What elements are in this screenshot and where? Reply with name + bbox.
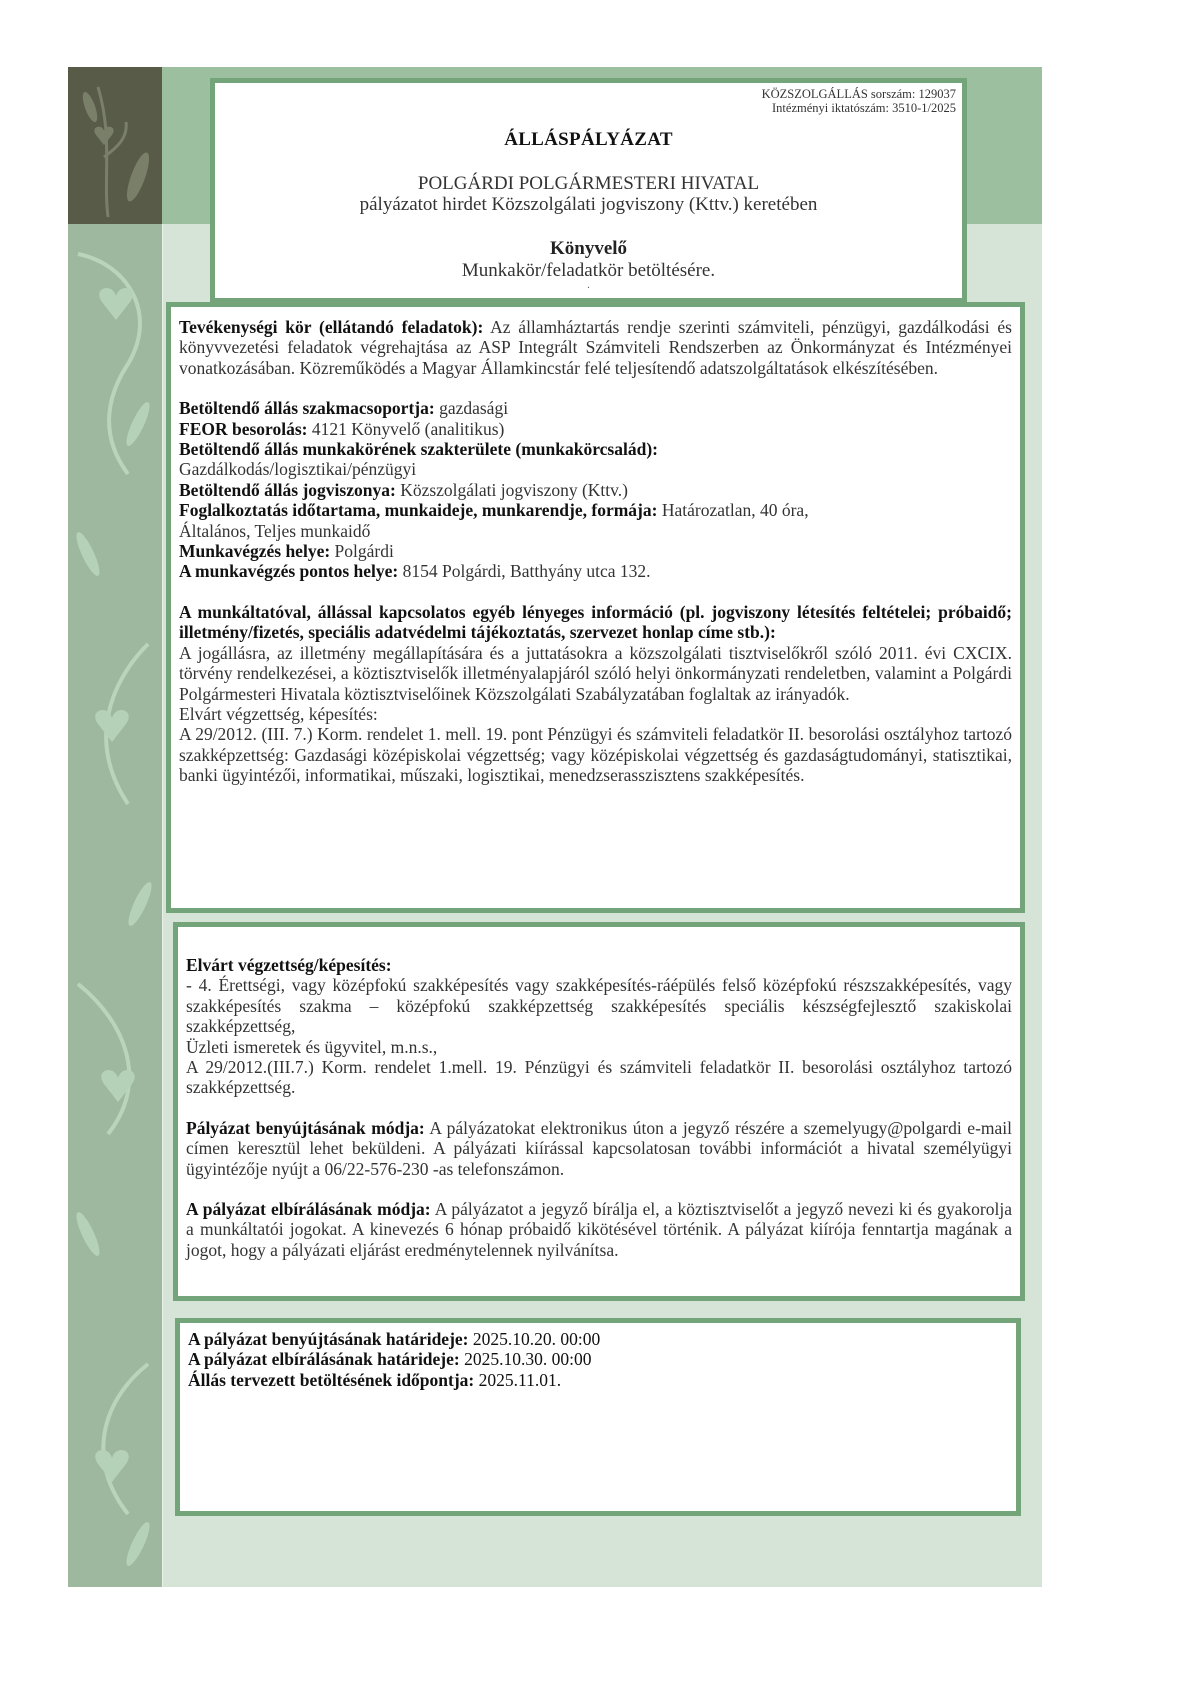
requirements-education-line: Üzleti ismeretek és ügyvitel, m.n.s., — [186, 1036, 438, 1057]
field-job-family-value: Gazdálkodás/logisztikai/pénzügyi — [179, 459, 417, 480]
deadlines-box — [175, 1318, 1021, 1516]
field-feor: FEOR besorolás: 4121 Könyvelő (analitikus) — [179, 418, 505, 439]
field-employment-terms: Foglalkoztatás időtartama, munkaideje, munkarendje, formája: Határozatlan, 40 óra, — [179, 500, 809, 521]
position-title: Könyvelő — [549, 238, 628, 259]
position-subtitle: Munkakör/feladatkör betöltésére. — [461, 260, 716, 281]
requirements-education-label: Elvárt végzettség/képesítés: — [186, 955, 392, 975]
evaluation-method: A pályázat elbírálásának módja: A pályázatot a jegyző bírálja el, a köztisztviselőt a jegyző nevezi ki és gyakorolja a munkáltatói jogokat. A kinevezés 6 hónap próbaidő kikötésével történik. A pályázat kiírója fenntartja magának a jogot, hogy a pályázati eljárást eredménytelennek nyilvánítsa. — [186, 1199, 1012, 1260]
activity-section — [179, 317, 1012, 378]
other-info-heading: A munkáltatóval, állással kapcsolatos egyéb lényeges információ (pl. jogviszony létesítés feltételei; próbaidő; illetmény/fizetés, speciális adatvédelmi tájékoztatás, szervezet honlap címe stb.): — [179, 601, 1012, 643]
field-employment-terms-cont: Általános, Teljes munkaidő — [179, 520, 371, 541]
deadline-evaluation: A pályázat elbírálásának határideje: 2025.10.30. 00:00 — [188, 1349, 592, 1370]
field-job-family: Betöltendő állás munkakörének szakterülete (munkakörcsalád): — [179, 439, 658, 460]
field-workplace: Munkavégzés helye: Polgárdi — [179, 541, 394, 562]
floral-pattern-icon — [68, 224, 162, 1587]
submission-method: Pályázat benyújtásának módja: A pályázatokat elektronikus úton a jegyző részére a szemelyugy@polgardi e-mail címen keresztül lehet beküldeni. A pályázati kiírással kapcsolatosan további információt a hivatal személyügyi ügyintézője nyújt a 06/22-576-230 -as telefonszámon. — [186, 1117, 1013, 1179]
requirements-education-line: A 29/2012.(III.7.) Korm. rendelet 1.mell. 19. Pénzügyi és számviteli feladatkör II. besorolási osztályhoz tartozó szakképzettség. — [186, 1057, 1012, 1098]
service-serial-number: KÖZSZOLGÁLLÁS sorszám: 129037 — [761, 87, 956, 101]
job-fields — [179, 398, 1012, 582]
reference-numbers — [762, 87, 956, 115]
activity-label: Tevékenységi kör (ellátandó feladatok): — [179, 317, 484, 337]
header-dot: . — [587, 280, 590, 291]
decorative-dark-block — [68, 67, 162, 224]
leaf-ornament-icon — [68, 67, 162, 224]
page-title: ÁLLÁSPÁLYÁZAT — [504, 129, 673, 150]
job-details-box — [166, 302, 1025, 913]
field-legal-relationship: Betöltendő állás jogviszonya: Közszolgálati jogviszony (Kttv.) — [179, 479, 628, 500]
registration-number: Intézményi iktatószám: 3510-1/2025 — [772, 101, 956, 115]
organization-name: POLGÁRDI POLGÁRMESTERI HIVATAL — [417, 173, 760, 194]
requirements-education-line: - 4. Érettségi, vagy középfokú szakképesítés vagy szakképesítés-ráépülés felső középfokú részszakképesítés, vagy szakképesítés szakma – középfokú szakképzettség szakképesítés speciális készségfejlesztő szakiskolai szakképzettség, — [186, 975, 1012, 1037]
position — [215, 238, 962, 282]
education-text: A 29/2012. (III. 7.) Korm. rendelet 1. mell. 19. pont Pénzügyi és számviteli feladatkör II. besorolási osztályhoz tartozó szakképzettség: Gazdasági középiskolai végzettség; vagy középiskolai végzettség és gazdaságtudományi, statisztikai, banki ügyintézői, informatikai, műszaki, logisztikai, menedzserasszisztens szakképesítés. — [179, 724, 1012, 786]
organization-subtitle: pályázatot hirdet Közszolgálati jogviszony (Kttv.) keretében — [359, 194, 818, 215]
planned-start-date: Állás tervezett betöltésének időpontja: 2025.11.01. — [188, 1369, 562, 1390]
field-exact-workplace: A munkavégzés pontos helye: 8154 Polgárdi, Batthyány utca 132. — [179, 561, 651, 582]
requirements-box — [173, 922, 1025, 1301]
decorative-side-strip — [68, 224, 163, 1587]
activity-text: Az államháztartás rendje szerinti számviteli, pénzügyi, gazdálkodási és könyvvezetési feladatok végrehajtása az ASP Integrált Számviteli Rendszerben az Önkormányzat és Intézményei vonatkozásában. Közreműködés a Magyar Államkincstár felé teljesítendő adatszolgáltatások elkészítésében. — [179, 317, 1012, 378]
header-box — [210, 78, 967, 303]
other-info-text: A jogállásra, az illetmény megállapítására és a juttatásokra a közszolgálati tisztviselőkről szóló 2011. évi CXCIX. törvény rendelkezései, a köztisztviselők illetményalapjáról szóló helyi önkormányzati rendeletben, valamint a Polgárdi Polgármesteri Hivatala köztisztviselőinek Közszolgálati Szabályzatában foglaltak az irányadók. — [179, 642, 1012, 704]
organization — [215, 173, 962, 215]
education-heading: Elvárt végzettség, képesítés: — [179, 703, 378, 724]
deadline-submission: A pályázat benyújtásának határideje: 2025.10.20. 00:00 — [188, 1329, 601, 1349]
field-profession-group: Betöltendő állás szakmacsoportja: gazdasági — [179, 398, 509, 419]
